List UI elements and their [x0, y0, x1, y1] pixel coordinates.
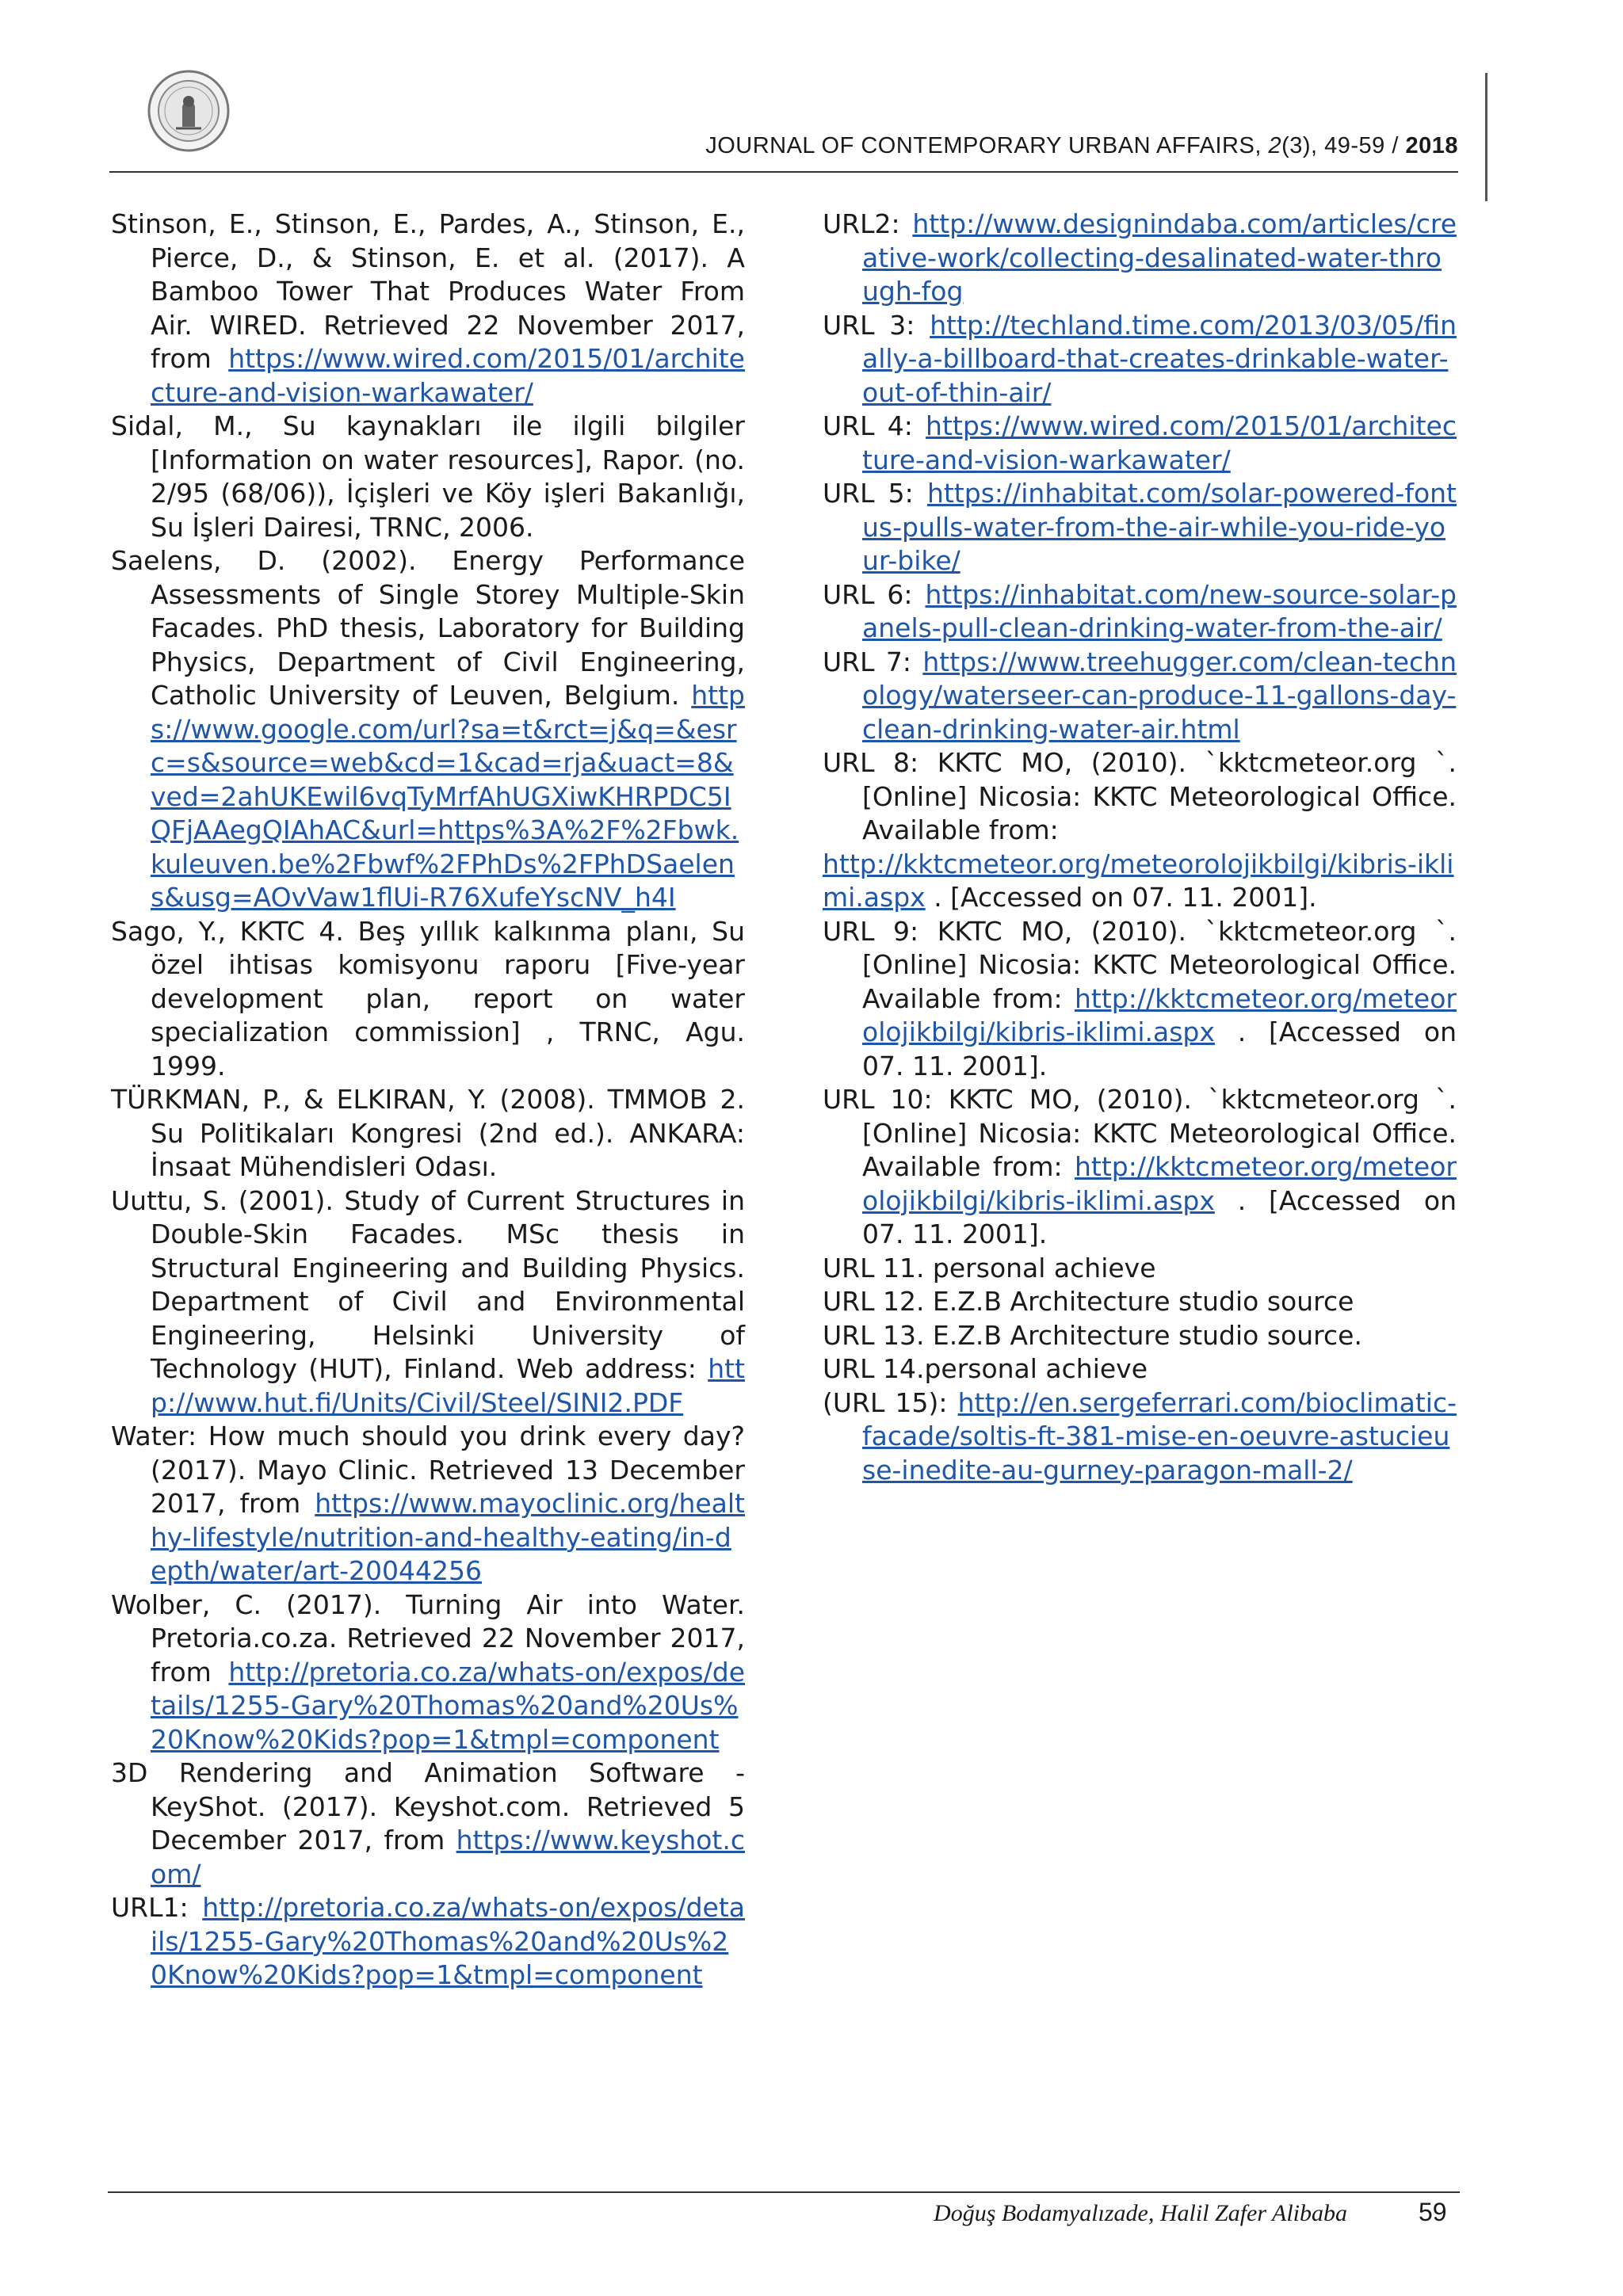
reference-text: URL 10: KKTC MO, (2010). `kktcmeteor.org `. [Online] Nicosia: KKTC Meteorological Office. Available from: [823, 1084, 1457, 1182]
reference-link[interactable]: http://kktcmeteor.org/meteorolojikbilgi/kibris-iklimi.aspx [862, 1151, 1457, 1216]
footer-rule [108, 2191, 1460, 2193]
reference-link[interactable]: https://www.google.com/url?sa=t&rct=j&q=&esrc=s&source=web&cd=1&cad=rja&uact=8&ved=2ahUKEwil6vqTyMrfAhUGXiwKHRPDC5IQFjAAegQIAhAC&url=https%3A%2F%2Fbwk.kuleuven.be%2Fbwf%2FPhDs%2FPhDSaelens&usg=AOvVaw1flUi-R76XufeYscNV_h4I [151, 680, 745, 913]
reference-entry [823, 1285, 1457, 1319]
reference-link[interactable]: https://www.wired.com/2015/01/architecture-and-vision-warkawater/ [862, 410, 1457, 475]
reference-text: 3D Rendering and Animation Software - KeyShot. (2017). Keyshot.com. Retrieved 5 December 2017, from [111, 1757, 745, 1855]
reference-text: Water: How much should you drink every day? (2017). Mayo Clinic. Retrieved 13 December 2017, from [111, 1421, 745, 1519]
reference-entry [823, 1252, 1457, 1286]
reference-link[interactable]: http://pretoria.co.za/whats-on/expos/details/1255-Gary%20Thomas%20and%20Us%20Know%20Kids?pop=1&tmpl=component [151, 1892, 745, 1990]
reference-suffix: . [Accessed on 07. 11. 2001]. [925, 882, 1317, 913]
reference-suffix: . [Accessed on 07. 11. 2001]. [862, 1184, 1457, 1249]
reference-text: URL 12. E.Z.B Architecture studio source [823, 1286, 1354, 1317]
reference-text: URL 6: [823, 578, 926, 610]
footer-authors: Doğuş Bodamyalızade, Halil Zafer Alibaba [934, 2200, 1347, 2226]
header-vertical-rule [1485, 73, 1487, 201]
reference-entry [823, 915, 1457, 1084]
reference-link[interactable]: https://www.treehugger.com/clean-technology/waterseer-can-produce-11-gallons-day-clean-drinking-water-air.html [862, 646, 1457, 745]
reference-text: URL 7: [823, 646, 923, 677]
reference-link[interactable]: https://inhabitat.com/solar-powered-fontus-pulls-water-from-the-air-while-you-ride-your-bike/ [862, 478, 1457, 576]
reference-entry [111, 1083, 745, 1184]
reference-link[interactable]: http://kktcmeteor.org/meteorolojikbilgi/kibris-iklimi.aspx [823, 848, 1454, 913]
reference-link[interactable]: http://techland.time.com/2013/03/05/finally-a-billboard-that-creates-drinkable-water-out-of-thin-air/ [862, 309, 1457, 408]
journal-issue-pages: (3), 49-59 / [1281, 133, 1406, 158]
reference-link[interactable]: https://www.keyshot.com/ [151, 1825, 745, 1890]
reference-link[interactable]: http://pretoria.co.za/whats-on/expos/details/1255-Gary%20Thomas%20and%20Us%20Know%20Kids?pop=1&tmpl=component [151, 1656, 745, 1755]
reference-text: Saelens, D. (2002). Energy Performance Assessments of Single Storey Multiple-Skin Facades. PhD thesis, Laboratory for Building Physics, Department of Civil Engineering, Catholic University of Leuven, Belgium. [111, 545, 745, 711]
reference-text: URL 13. E.Z.B Architecture studio source. [823, 1319, 1362, 1351]
reference-entry [111, 915, 745, 1084]
references-left-column [111, 208, 745, 1993]
reference-entry [111, 1756, 745, 1891]
reference-text: Uuttu, S. (2001). Study of Current Structures in Double-Skin Facades. MSc thesis in Structural Engineering and Building Physics. Department of Civil and Environmental Engineering, Helsinki University of Technology (HUT), Finland. Web address: [111, 1184, 745, 1384]
reference-text: URL 14.personal achieve [823, 1353, 1148, 1384]
reference-entry [111, 208, 745, 410]
reference-entry [823, 1352, 1457, 1386]
reference-link[interactable]: https://www.mayoclinic.org/healthy-lifestyle/nutrition-and-healthy-eating/in-depth/water/art-20044256 [151, 1488, 745, 1586]
reference-entry [111, 1891, 745, 1993]
reference-entry [823, 578, 1457, 646]
reference-text: URL1: [111, 1892, 203, 1923]
reference-entry [823, 848, 1457, 915]
journal-header [555, 133, 1458, 159]
reference-entry [111, 1184, 745, 1421]
journal-volume: 2 [1268, 133, 1282, 158]
reference-text: TÜRKMAN, P., & ELKIRAN, Y. (2008). TMMOB 2. Su Politikaları Kongresi (2nd ed.). ANKARA: İnsaat Mühendisleri Odası. [111, 1084, 745, 1182]
reference-link[interactable]: https://inhabitat.com/new-source-solar-panels-pull-clean-drinking-water-from-the-air/ [862, 578, 1457, 643]
reference-text: Wolber, C. (2017). Turning Air into Water. Pretoria.co.za. Retrieved 22 November 2017, from [111, 1589, 745, 1688]
reference-text: URL 11. personal achieve [823, 1252, 1156, 1283]
reference-entry [823, 1319, 1457, 1353]
reference-link[interactable]: http://kktcmeteor.org/meteorolojikbilgi/kibris-iklimi.aspx [862, 982, 1457, 1047]
reference-entry [823, 309, 1457, 410]
reference-link[interactable]: https://www.wired.com/2015/01/architecture-and-vision-warkawater/ [151, 343, 745, 408]
reference-text: (URL 15): [823, 1386, 958, 1418]
reference-entry [111, 410, 745, 544]
reference-text: Sago, Y., KKTC 4. Beş yıllık kalkınma planı, Su özel ihtisas komisyonu raporu [Five-year development plan, report on water specialization commission] , TRNC, Agu. 1999. [111, 915, 745, 1081]
reference-entry [823, 1083, 1457, 1252]
reference-entry [823, 410, 1457, 477]
reference-text: Stinson, E., Stinson, E., Pardes, A., Stinson, E., Pierce, D., & Stinson, E. et al. (2017). A Bamboo Tower That Produces Water From Air. WIRED. Retrieved 22 November 2017, from [111, 208, 745, 374]
reference-link[interactable]: http://www.designindaba.com/articles/creative-work/collecting-desalinated-water-through-fog [862, 208, 1457, 307]
reference-entry [111, 1420, 745, 1589]
reference-text: URL2: [823, 208, 913, 239]
references-right-column [823, 208, 1457, 1487]
journal-name: JOURNAL OF CONTEMPORARY URBAN AFFAIRS, [705, 133, 1269, 158]
reference-entry [111, 1589, 745, 1757]
reference-suffix: . [Accessed on 07. 11. 2001]. [862, 1016, 1457, 1081]
reference-text: URL 9: KKTC MO, (2010). `kktcmeteor.org `. [Online] Nicosia: KKTC Meteorological Office. Available from: [823, 915, 1457, 1014]
reference-text: URL 3: [823, 309, 930, 341]
reference-link[interactable]: http://en.sergeferrari.com/bioclimatic-facade/soltis-ft-381-mise-en-oeuvre-astucieuse-inedite-au-gurney-paragon-mall-2/ [862, 1386, 1457, 1486]
reference-text: URL 4: [823, 410, 926, 441]
page-number: 59 [1419, 2198, 1447, 2226]
reference-entry [823, 477, 1457, 578]
reference-entry [823, 646, 1457, 747]
reference-entry [823, 1386, 1457, 1488]
reference-entry [823, 208, 1457, 309]
header-rule [109, 171, 1458, 173]
reference-entry [823, 746, 1457, 848]
journal-seal-logo [147, 70, 230, 152]
reference-entry [111, 544, 745, 915]
reference-text: Sidal, M., Su kaynakları ile ilgili bilgiler [Information on water resources], Rapor. (no. 2/95 (68/06)), İçişleri ve Köy işleri Bakanlığı, Su İşleri Dairesi, TRNC, 2006. [111, 410, 745, 543]
reference-text: URL 5: [823, 478, 927, 509]
journal-year: 2018 [1405, 133, 1458, 158]
reference-link[interactable]: http://www.hut.fi/Units/Civil/Steel/SINI2.PDF [151, 1353, 745, 1418]
reference-text: URL 8: KKTC MO, (2010). `kktcmeteor.org `. [Online] Nicosia: KKTC Meteorological Office. Available from: [823, 747, 1457, 845]
